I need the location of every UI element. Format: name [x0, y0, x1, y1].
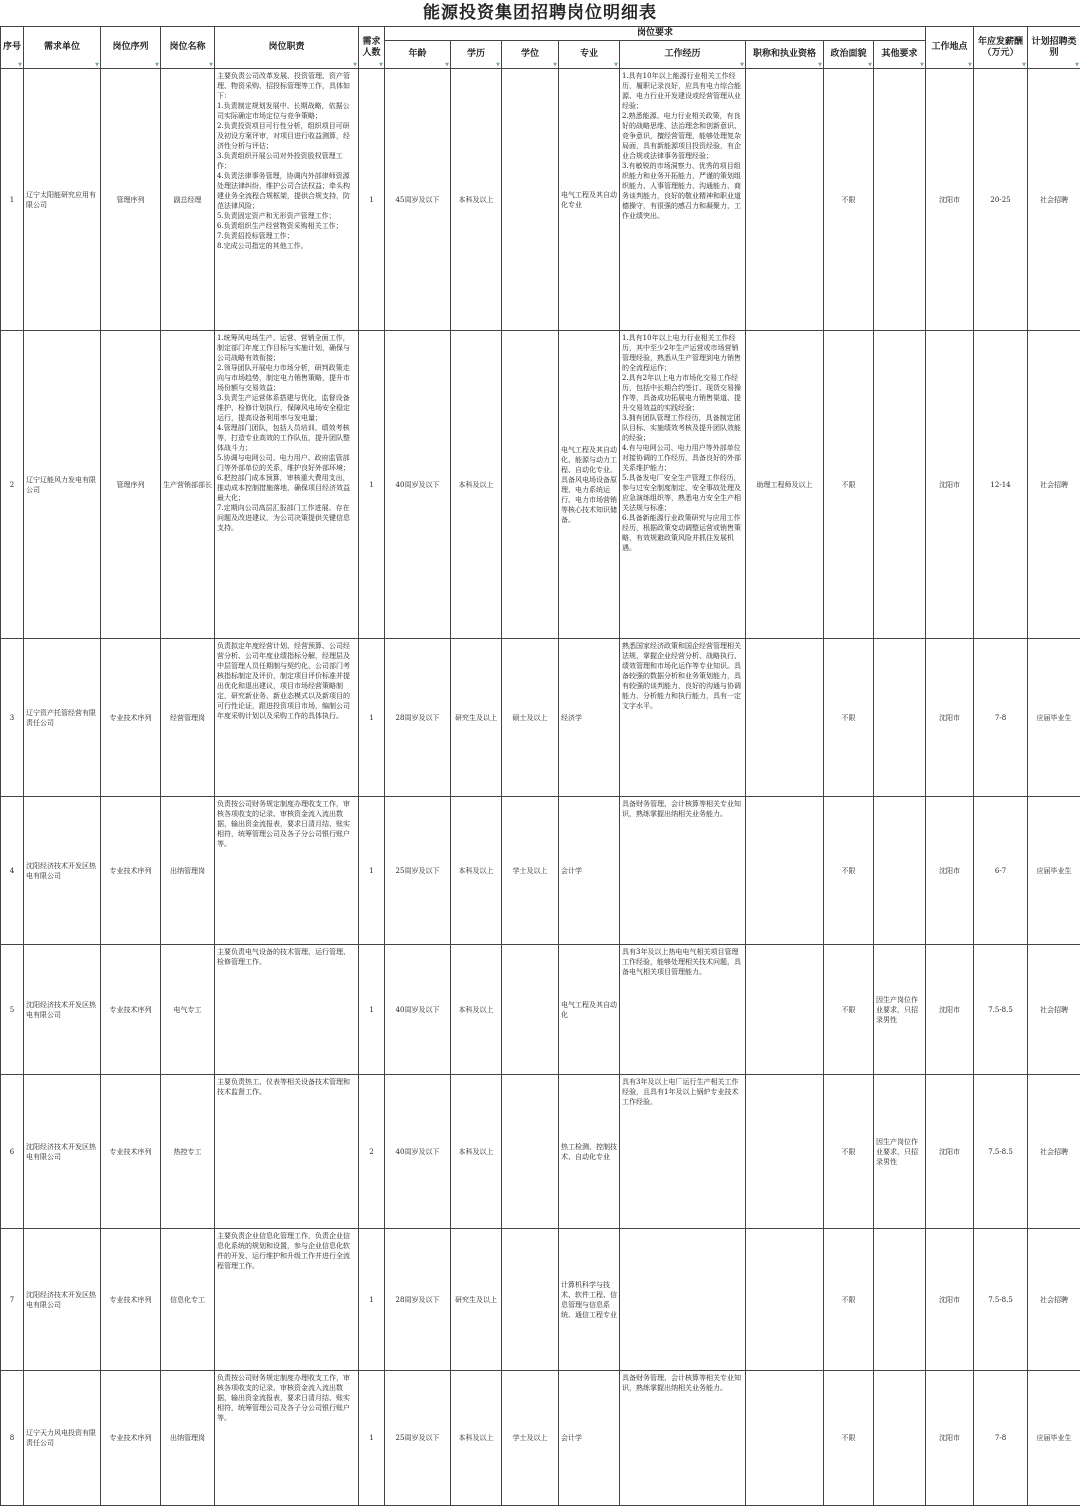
cell-name: 副总经理 — [161, 69, 215, 331]
cell-name: 出纳管理岗 — [161, 797, 215, 945]
cell-exp — [620, 1229, 746, 1371]
cell-political: 不限 — [824, 639, 874, 797]
header-series[interactable]: 岗位序列 ▼ — [101, 27, 161, 69]
cell-duty: 1.统筹风电场生产、运营、营销全面工作，制定部门年度工作目标与实施计划，确保与公司战略有效衔接； 2.领导团队开展电力市场分析，研判政策走向与市场趋势，制定电力销售策略，提升市场份额与交易效益； 3.负责生产运营体系搭建与优化，监督设备维护、检修计划执行，保障风电场安全稳定运行，提高设备利用率与发电量； 4.管理部门团队，包括人员培训、绩效考核等，打造专业高效的工作队伍，提升团队整体战斗力； 5.协调与电网公司、电力用户、政府监管部门等外部单位的关系，维护良好外部环境； 6.把控部门成本预算，审核重大费用支出，推动成本控制措施落地，确保项目经济效益最大化； 7.定期向公司高层汇报部门工作进展、存在问题及改进建议，为公司决策提供关键信息支持。 — [215, 331, 359, 639]
cell-degree — [502, 945, 559, 1075]
cell-name: 热控专工 — [161, 1075, 215, 1229]
cell-type: 应届毕业生 — [1028, 1371, 1080, 1506]
cell-edu: 本科及以上 — [451, 69, 502, 331]
cell-political: 不限 — [824, 69, 874, 331]
cell-edu: 研究生及以上 — [451, 639, 502, 797]
cell-count: 1 — [359, 639, 385, 797]
cell-duty: 负责按公司财务规定制度办理收支工作，审核各项收支的记录、审核资金流入流出数据，输出资金流报表，要求日清月结、账实相符，统筹管理公司及各子分公司银行账户等。 — [215, 1371, 359, 1506]
cell-major: 热工检测、控制技术、自动化专业 — [559, 1075, 620, 1229]
cell-other — [874, 797, 926, 945]
cell-exp: 1.具有10年以上电力行业相关工作经历，其中至少2年生产运营或市场营销管理经验，熟悉从生产管理到电力销售的全流程运作； 2.具有2年以上电力市场化交易工作经历，包括中长期合约签订、现货交易操作等，具备成功拓展电力销售渠道、提升交易效益的实践经验； 3.拥有团队管理工作经历，具备制定团队目标、实施绩效考核及提升团队效能的经验； 4.有与电网公司、电力用户等外部单位对接协调的工作经历，具备良好的外部关系维护能力； 5.具备发电厂安全生产管理工作经历，参与过安全制度制定、安全事故处理及应急演练组织等，熟悉电力安全生产相关法规与标准； 6.具备新能源行业政策研究与应用工作经历，根据政策变动调整运营或销售策略，有效规避政策风险并抓住发展机遇。 — [620, 331, 746, 639]
cell-major: 会计学 — [559, 797, 620, 945]
cell-seq: 6 — [1, 1075, 24, 1229]
cell-degree — [502, 1229, 559, 1371]
cell-degree — [502, 331, 559, 639]
cell-exp: 1.具有10年以上能源行业相关工作经历，履职记录良好，应具有电力综合能源、电力行业开发建设或经营管理从业经验； 2.熟悉能源、电力行业相关政策，有良好的战略思维、法治理念和创新意识、竞争意识，擅经营管理，能够处理复杂局面，具有新能源项目投资经验，有企业合规或法律事务管理经验； 3.有敏锐的市场洞察力、优秀的项目组织能力和业务开拓能力，严谨的策划组织能力、人事管理能力、沟通能力、商务谈判能力，良好的敬业精神和职业道德操守，有很强的感召力和凝聚力，工作业绩突出。 — [620, 69, 746, 331]
cell-place: 沈阳市 — [926, 945, 974, 1075]
cell-edu: 本科及以上 — [451, 797, 502, 945]
cell-count: 1 — [359, 1229, 385, 1371]
table-row — [1, 1075, 1080, 1229]
table-row — [1, 1229, 1080, 1371]
cell-seq: 1 — [1, 69, 24, 331]
cell-other — [874, 331, 926, 639]
cell-seq: 4 — [1, 797, 24, 945]
cell-other — [874, 69, 926, 331]
cell-exp: 具有3年及以上电厂运行生产相关工作经验，且具有1年及以上锅炉专业技术工作经验。 — [620, 1075, 746, 1229]
cell-major: 电气工程及其自动化 — [559, 945, 620, 1075]
header-cert[interactable]: 职称和执业资格 ▼ — [746, 41, 824, 69]
cell-age: 28周岁及以下 — [385, 639, 451, 797]
header-exp[interactable]: 工作经历 ▼ — [620, 41, 746, 69]
header-degree[interactable]: 学位 ▼ — [502, 41, 559, 69]
cell-salary: 12-14 — [974, 331, 1028, 639]
header-count[interactable]: 需求人数 ▼ — [359, 27, 385, 69]
header-seq[interactable]: 序号 ▼ — [1, 27, 24, 69]
cell-edu: 本科及以上 — [451, 331, 502, 639]
header-salary[interactable]: 年应发薪酬（万元） ▼ — [974, 27, 1028, 69]
cell-cert — [746, 1371, 824, 1506]
cell-cert: 助理工程师及以上 — [746, 331, 824, 639]
header-duty[interactable]: 岗位职责 ▼ — [215, 27, 359, 69]
cell-unit: 辽宁辽能风力发电有限公司 — [24, 331, 101, 639]
cell-type: 社会招聘 — [1028, 945, 1080, 1075]
cell-name: 出纳管理岗 — [161, 1371, 215, 1506]
cell-other — [874, 1371, 926, 1506]
cell-name: 电气专工 — [161, 945, 215, 1075]
cell-series: 专业技术序列 — [101, 797, 161, 945]
cell-salary: 7-8 — [974, 1371, 1028, 1506]
cell-salary: 7.5-8.5 — [974, 1229, 1028, 1371]
cell-other — [874, 639, 926, 797]
cell-political: 不限 — [824, 331, 874, 639]
table-row — [1, 945, 1080, 1075]
cell-duty: 主要负责热工、仪表等相关设备技术管理和技术监督工作。 — [215, 1075, 359, 1229]
header-place[interactable]: 工作地点 ▼ — [926, 27, 974, 69]
header-edu[interactable]: 学历 ▼ — [451, 41, 502, 69]
page-title: 能源投资集团招聘岗位明细表 — [0, 0, 1080, 26]
recruitment-table — [0, 26, 1080, 1506]
cell-edu: 本科及以上 — [451, 1371, 502, 1506]
cell-type: 应届毕业生 — [1028, 639, 1080, 797]
cell-salary: 20-25 — [974, 69, 1028, 331]
cell-name: 生产营销部部长 — [161, 331, 215, 639]
cell-political: 不限 — [824, 1229, 874, 1371]
cell-degree — [502, 69, 559, 331]
cell-place: 沈阳市 — [926, 1371, 974, 1506]
cell-age: 45周岁及以下 — [385, 69, 451, 331]
cell-age: 25周岁及以下 — [385, 1371, 451, 1506]
cell-place: 沈阳市 — [926, 797, 974, 945]
cell-edu: 本科及以上 — [451, 945, 502, 1075]
cell-series: 管理序列 — [101, 69, 161, 331]
cell-place: 沈阳市 — [926, 1229, 974, 1371]
cell-duty: 负责拟定年度经营计划、经营预算、公司经营分析、公司年度业绩指标分解，经理层及中层管理人员任期制与契约化，公司部门考核指标制定及评价，制定项目评价标准并提出优化和退出建议，项目市场经营策略制定，研究新业务、新业态模式以及新项目的可行性论证，跟进投资项目市场，编制公司年度采购计划以及采购工作的具体执行。 — [215, 639, 359, 797]
cell-age: 25周岁及以下 — [385, 797, 451, 945]
cell-cert — [746, 797, 824, 945]
cell-seq: 3 — [1, 639, 24, 797]
cell-series: 专业技术序列 — [101, 1075, 161, 1229]
cell-seq: 2 — [1, 331, 24, 639]
cell-age: 28周岁及以下 — [385, 1229, 451, 1371]
cell-edu: 本科及以上 — [451, 1075, 502, 1229]
cell-cert — [746, 69, 824, 331]
cell-major: 电气工程及其自动化专业 — [559, 69, 620, 331]
cell-series: 专业技术序列 — [101, 639, 161, 797]
table-row — [1, 797, 1080, 945]
cell-series: 专业技术序列 — [101, 945, 161, 1075]
cell-unit: 辽宁资产托管经营有限责任公司 — [24, 639, 101, 797]
cell-edu: 研究生及以上 — [451, 1229, 502, 1371]
cell-type: 社会招聘 — [1028, 69, 1080, 331]
cell-other: 因生产岗位作业要求，只招录男性 — [874, 945, 926, 1075]
cell-type: 应届毕业生 — [1028, 797, 1080, 945]
cell-cert — [746, 945, 824, 1075]
cell-series: 管理序列 — [101, 331, 161, 639]
cell-series: 专业技术序列 — [101, 1229, 161, 1371]
cell-seq: 8 — [1, 1371, 24, 1506]
cell-exp: 具备财务管理、会计核算等相关专业知识，熟练掌握出纳相关业务能力。 — [620, 1371, 746, 1506]
header-requirements-group: 岗位要求 — [385, 27, 926, 41]
cell-seq: 5 — [1, 945, 24, 1075]
cell-unit: 沈阳经济技术开发区热电有限公司 — [24, 1229, 101, 1371]
cell-exp: 熟悉国家经济政策和国企经营管理相关法规，掌握企业经营分析、战略执行、绩效管理和市场化运作等专业知识。具备较强的数据分析和业务策划能力，具有较强的谈判能力，良好的沟通与协调能力，分析能力和执行能力，具有一定文字水平。 — [620, 639, 746, 797]
cell-degree — [502, 1075, 559, 1229]
cell-cert — [746, 639, 824, 797]
cell-unit: 沈阳经济技术开发区热电有限公司 — [24, 1075, 101, 1229]
cell-place: 沈阳市 — [926, 69, 974, 331]
cell-political: 不限 — [824, 945, 874, 1075]
cell-unit: 沈阳经济技术开发区热电有限公司 — [24, 797, 101, 945]
cell-major: 会计学 — [559, 1371, 620, 1506]
cell-exp: 具备财务管理、会计核算等相关专业知识，熟练掌握出纳相关业务能力。 — [620, 797, 746, 945]
cell-seq: 7 — [1, 1229, 24, 1371]
cell-series: 专业技术序列 — [101, 1371, 161, 1506]
cell-major: 经济学 — [559, 639, 620, 797]
cell-salary: 6-7 — [974, 797, 1028, 945]
header-major[interactable]: 专业 ▼ — [559, 41, 620, 69]
header-name[interactable]: 岗位名称 ▼ — [161, 27, 215, 69]
cell-major: 电气工程及其自动化、能源与动力工程、自动化专业。具备风电场设备原理、电力系统运行、电力市场营销等核心技术知识储备。 — [559, 331, 620, 639]
cell-count: 1 — [359, 1371, 385, 1506]
cell-political: 不限 — [824, 1371, 874, 1506]
cell-name: 经营管理岗 — [161, 639, 215, 797]
cell-cert — [746, 1229, 824, 1371]
table-row — [1, 69, 1080, 331]
cell-type: 社会招聘 — [1028, 1075, 1080, 1229]
cell-political: 不限 — [824, 1075, 874, 1229]
cell-type: 社会招聘 — [1028, 1229, 1080, 1371]
table-row — [1, 331, 1080, 639]
cell-other — [874, 1229, 926, 1371]
cell-place: 沈阳市 — [926, 1075, 974, 1229]
cell-degree: 硕士及以上 — [502, 639, 559, 797]
header-other[interactable]: 其他要求 ▼ — [874, 41, 926, 69]
cell-other: 因生产岗位作业要求，只招录男性 — [874, 1075, 926, 1229]
cell-count: 1 — [359, 69, 385, 331]
cell-unit: 辽宁太阳能研究应用有限公司 — [24, 69, 101, 331]
header-unit[interactable]: 需求单位 ▼ — [24, 27, 101, 69]
header-type[interactable]: 计划招聘类别 ▼ — [1028, 27, 1080, 69]
cell-age: 40周岁及以下 — [385, 945, 451, 1075]
cell-degree: 学士及以上 — [502, 1371, 559, 1506]
cell-count: 2 — [359, 1075, 385, 1229]
cell-duty: 负责按公司财务规定制度办理收支工作，审核各项收支的记录、审核资金流入流出数据，输出资金流报表，要求日清月结、账实相符，统筹管理公司及各子分公司银行账户等。 — [215, 797, 359, 945]
cell-age: 40周岁及以下 — [385, 1075, 451, 1229]
table-row — [1, 639, 1080, 797]
cell-salary: 7-8 — [974, 639, 1028, 797]
cell-salary: 7.5-8.5 — [974, 945, 1028, 1075]
header-age[interactable]: 年龄 ▼ — [385, 41, 451, 69]
cell-exp: 具有3年及以上热电电气相关项目管理工作经验，能够处理相关技术问题，具备电气相关项目管理能力。 — [620, 945, 746, 1075]
header-political[interactable]: 政治面貌 ▼ — [824, 41, 874, 69]
cell-unit: 沈阳经济技术开发区热电有限公司 — [24, 945, 101, 1075]
table-row — [1, 1371, 1080, 1506]
cell-major: 计算机科学与技术、软件工程、信息管理与信息系统、通信工程专业 — [559, 1229, 620, 1371]
cell-salary: 7.5-8.5 — [974, 1075, 1028, 1229]
cell-unit: 辽宁天力风电投资有限责任公司 — [24, 1371, 101, 1506]
cell-count: 1 — [359, 945, 385, 1075]
cell-place: 沈阳市 — [926, 639, 974, 797]
cell-count: 1 — [359, 331, 385, 639]
cell-type: 社会招聘 — [1028, 331, 1080, 639]
cell-duty: 主要负责企业信息化管理工作，负责企业信息化系统的规划和设置，参与企业信息化软件的开发、运行维护和升级工作并进行全流程管理工作。 — [215, 1229, 359, 1371]
cell-count: 1 — [359, 797, 385, 945]
cell-name: 信息化专工 — [161, 1229, 215, 1371]
cell-degree: 学士及以上 — [502, 797, 559, 945]
cell-age: 40周岁及以下 — [385, 331, 451, 639]
cell-place: 沈阳市 — [926, 331, 974, 639]
cell-duty: 主要负责公司改革发展、投资管理、资产管理、物资采购、招投标管理等工作，具体如下： 1.负责制定规划发展中、长期战略，依据公司实际确定市场定位与竞争策略； 2.负责投资项目可行性分析，组织项目可研及初设方案评审，对项目进行收益测算，经济性分析与评估； 3.负责组织开展公司对外投资股权管理工作； 4.负责法律事务管理，协调内外部律师资源处理法律纠纷，维护公司合法权益；牵头构建业务全流程合规框架，提供合规支持，防范法律风险； 5.负责固定资产和无形资产管理工作； 6.负责组织生产经营物资采购相关工作； 7.负责招投标管理工作； 8.完成公司指定的其他工作。 — [215, 69, 359, 331]
cell-political: 不限 — [824, 797, 874, 945]
cell-duty: 主要负责电气设备的技术管理、运行管理、检修管理工作。 — [215, 945, 359, 1075]
cell-cert — [746, 1075, 824, 1229]
